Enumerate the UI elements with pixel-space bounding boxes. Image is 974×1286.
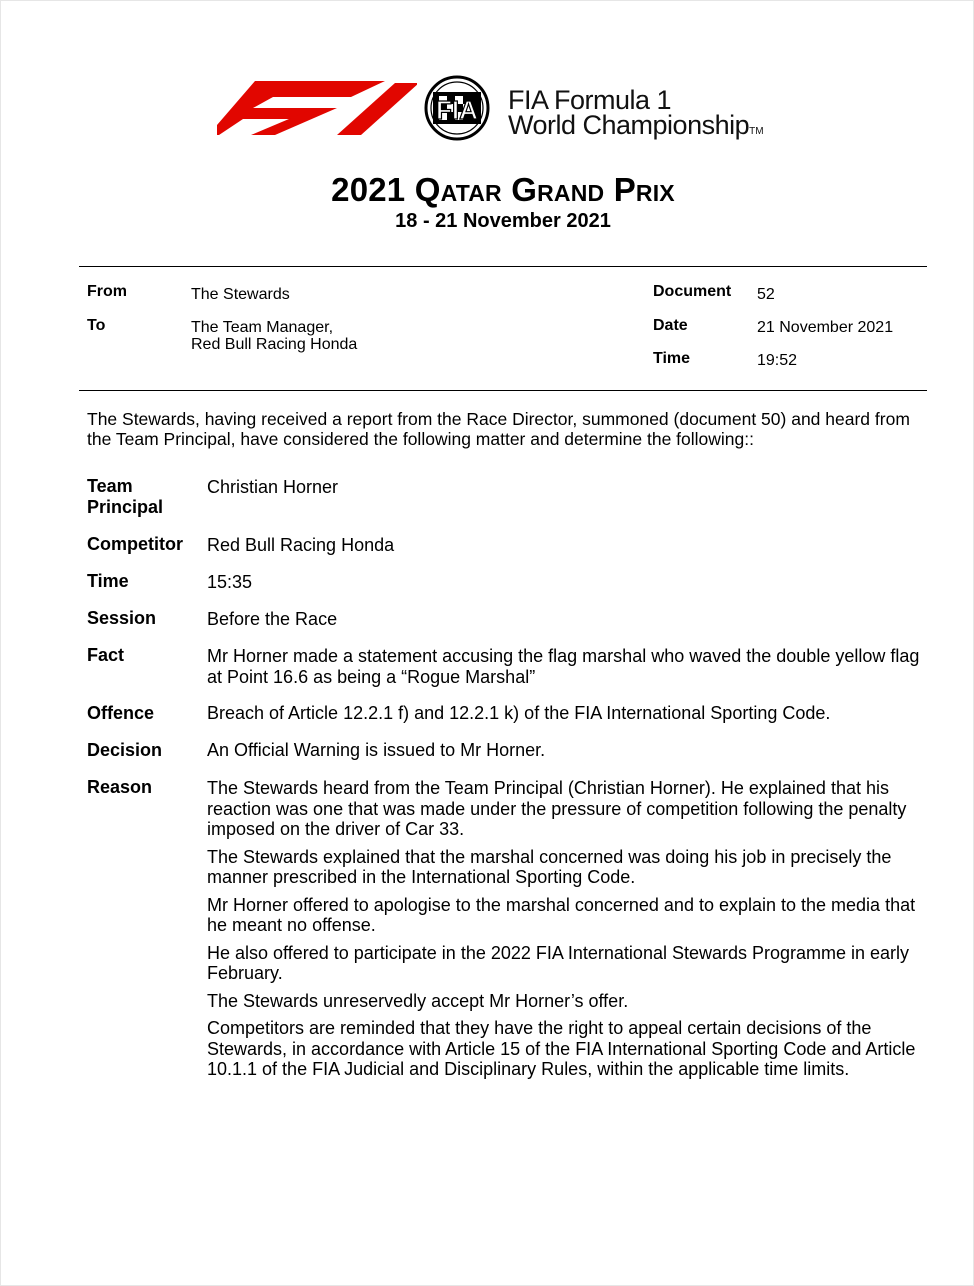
team-principal-label: Team Principal (87, 476, 164, 517)
offence-value: Breach of Article 12.2.1 f) and 12.2.1 k) of the FIA International Sporting Code. (207, 703, 831, 723)
decision-label: Decision (87, 740, 163, 760)
team-principal-value: Christian Horner (207, 477, 339, 497)
date-value: 21 November 2021 (757, 319, 894, 336)
to-value-line-1: The Team Manager, (191, 319, 334, 336)
to-label: To (87, 317, 106, 334)
document-label: Document (653, 283, 732, 300)
intro-paragraph: The Stewards, having received a report from the Race Director, summoned (document 50) and heard from the Team Principal, have considered the following matter and determine the following:: (87, 409, 910, 449)
reason-paragraph: Competitors are reminded that they have the right to appeal certain decisions of the Stewards, in accordance with Article 15 of the FIA International Sporting Code and Article 10.1.1 of the FIA Judicial and Disciplinary Rules, within the applicable time limits. (207, 1018, 916, 1079)
f1-logo-icon (217, 81, 417, 135)
competitor-label: Competitor (87, 534, 183, 554)
championship-line-1: FIA Formula 1 (508, 85, 672, 115)
fia-seal-icon (415, 75, 503, 141)
session-label: Session (87, 608, 157, 628)
time-row-value: 15:35 (207, 572, 253, 592)
from-value: The Stewards (191, 286, 290, 303)
document-value: 52 (757, 286, 775, 303)
decision-value: An Official Warning is issued to Mr Horner. (207, 740, 546, 760)
fia-mark: FIA (436, 95, 478, 125)
reason-paragraph: Mr Horner offered to apologise to the marshal concerned and to explain to the media that he meant no offense. (207, 894, 916, 935)
trademark: TM (749, 126, 764, 137)
competitor-value: Red Bull Racing Honda (207, 535, 395, 555)
reason-paragraph: He also offered to participate in the 2022 FIA International Stewards Programme in early February. (207, 942, 910, 983)
championship-line-2-text: World Championship (508, 110, 750, 140)
to-value-line-2: Red Bull Racing Honda (191, 336, 358, 353)
reason-paragraph: The Stewards heard from the Team Principal (Christian Horner). He explained that his reaction was one that was made under the pressure of competition following the penalty imposed on the driver of Car 33. (207, 778, 907, 839)
event-dates: 18 - 21 November 2021 (395, 210, 611, 232)
date-label: Date (653, 317, 688, 334)
reason-paragraph: The Stewards unreservedly accept Mr Horner’s offer. (207, 990, 629, 1011)
offence-label: Offence (87, 703, 155, 723)
time-value: 19:52 (757, 352, 798, 369)
reason-paragraph: The Stewards explained that the marshal concerned was doing his job in precisely the manner prescribed in the International Sporting Code. (207, 846, 892, 887)
header-logo (217, 75, 817, 145)
fact-value: Mr Horner made a statement accusing the flag marshal who waved the double yellow flag at Point 16.6 as being a “Rogue Marshal” (207, 646, 920, 687)
fact-label: Fact (87, 645, 125, 665)
reason-label: Reason (87, 777, 153, 797)
time-label: Time (653, 350, 691, 367)
reason-body (207, 778, 923, 1087)
time-row-label: Time (87, 571, 129, 591)
championship-line-2 (508, 110, 764, 141)
session-value: Before the Race (207, 609, 338, 629)
from-label: From (87, 283, 127, 300)
divider-bottom (79, 390, 927, 391)
divider-top (79, 266, 927, 267)
event-title: 2021 Qatar Grand Prix (331, 171, 675, 208)
